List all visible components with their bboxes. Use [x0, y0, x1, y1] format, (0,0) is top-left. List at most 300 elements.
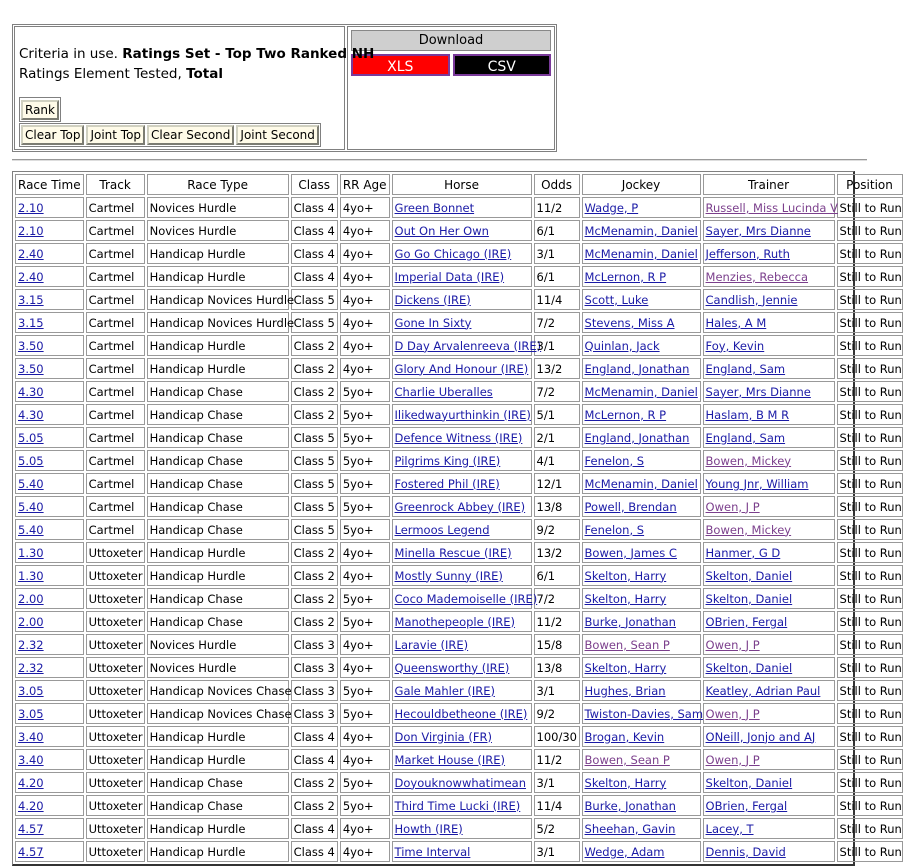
- cell-trainer: [703, 381, 835, 402]
- cell-rr-age: 4yo+: [340, 197, 390, 218]
- trainer-link[interactable]: Sayer, Mrs Dianne: [705, 384, 811, 399]
- cell-position: Still to Run: [837, 519, 903, 540]
- cell-rr-age: 5yo+: [340, 473, 390, 494]
- jockey-link[interactable]: Burke, Jonathan: [584, 614, 676, 629]
- cell-odds: 3/1: [534, 243, 580, 264]
- cell-track: Cartmel: [86, 266, 145, 287]
- trainer-link[interactable]: Candlish, Jennie: [705, 292, 798, 307]
- race-time-link[interactable]: 3.15: [18, 315, 44, 330]
- cell-horse: [392, 243, 532, 264]
- horse-link[interactable]: Don Virginia (FR): [394, 729, 492, 744]
- race-time-link[interactable]: 4.30: [18, 384, 44, 399]
- cell-track: Cartmel: [86, 220, 145, 241]
- table-row: [15, 772, 903, 793]
- joint-second-button[interactable]: Joint Second: [236, 125, 319, 145]
- horse-link[interactable]: Mostly Sunny (IRE): [394, 568, 503, 583]
- table-row: [15, 220, 903, 241]
- header-horse: Horse: [392, 174, 532, 195]
- cell-track: Uttoxeter: [86, 772, 145, 793]
- cell-race-time: [15, 611, 84, 632]
- cell-trainer: [703, 611, 835, 632]
- table-row: [15, 427, 903, 448]
- cell-class: Class 2: [291, 588, 338, 609]
- cell-class: Class 3: [291, 680, 338, 701]
- cell-track: Uttoxeter: [86, 795, 145, 816]
- cell-trainer: [703, 588, 835, 609]
- race-time-link[interactable]: 3.05: [18, 706, 44, 721]
- table-row: [15, 496, 903, 517]
- jockey-link[interactable]: Sheehan, Gavin: [584, 821, 676, 836]
- jockey-link[interactable]: McMenamin, Daniel: [584, 223, 698, 238]
- horse-link[interactable]: Fostered Phil (IRE): [394, 476, 500, 491]
- cell-position: Still to Run: [837, 726, 903, 747]
- jockey-link[interactable]: England, Jonathan: [584, 361, 690, 376]
- jockey-link[interactable]: Bowen, Sean P: [584, 752, 670, 767]
- horse-link[interactable]: Go Go Chicago (IRE): [394, 246, 512, 261]
- cell-trainer: [703, 565, 835, 586]
- cell-race-type: Handicap Hurdle: [147, 243, 289, 264]
- jockey-link[interactable]: Scott, Luke: [584, 292, 649, 307]
- race-time-link[interactable]: 4.57: [18, 821, 44, 836]
- trainer-link[interactable]: Owen, J P: [705, 752, 760, 767]
- cell-jockey: [582, 795, 701, 816]
- cell-rr-age: 5yo+: [340, 772, 390, 793]
- cell-jockey: [582, 473, 701, 494]
- horse-link[interactable]: Hecouldbetheone (IRE): [394, 706, 528, 721]
- race-time-link[interactable]: 5.40: [18, 522, 44, 537]
- horse-link[interactable]: Time Interval: [394, 844, 471, 859]
- horse-link[interactable]: Laravie (IRE): [394, 637, 469, 652]
- header-rr-age: RR Age: [340, 174, 390, 195]
- joint-top-button[interactable]: Joint Top: [86, 125, 145, 145]
- race-time-link[interactable]: 2.10: [18, 223, 44, 238]
- jockey-link[interactable]: Twiston-Davies, Sam: [584, 706, 704, 721]
- header-race-type: Race Type: [147, 174, 289, 195]
- cell-track: Uttoxeter: [86, 634, 145, 655]
- cell-class: Class 4: [291, 197, 338, 218]
- header-trainer: Trainer: [703, 174, 835, 195]
- cell-rr-age: 4yo+: [340, 634, 390, 655]
- race-time-link[interactable]: 4.20: [18, 775, 44, 790]
- cell-rr-age: 4yo+: [340, 335, 390, 356]
- jockey-link[interactable]: Bowen, Sean P: [584, 637, 670, 652]
- race-time-link[interactable]: 2.10: [18, 200, 44, 215]
- race-time-link[interactable]: 3.15: [18, 292, 44, 307]
- clear-second-button[interactable]: Clear Second: [147, 125, 234, 145]
- cell-position: Still to Run: [837, 496, 903, 517]
- cell-jockey: [582, 427, 701, 448]
- cell-position: Still to Run: [837, 381, 903, 402]
- table-row: [15, 841, 903, 862]
- csv-download-button[interactable]: CSV: [453, 54, 552, 76]
- jockey-link[interactable]: Wadge, P: [584, 200, 639, 215]
- cell-race-type: Handicap Novices Chase: [147, 680, 289, 701]
- horse-link[interactable]: Market House (IRE): [394, 752, 506, 767]
- table-row: [15, 542, 903, 563]
- cell-jockey: [582, 289, 701, 310]
- cell-rr-age: 5yo+: [340, 404, 390, 425]
- cell-horse: [392, 404, 532, 425]
- trainer-link[interactable]: Hanmer, G D: [705, 545, 781, 560]
- cell-position: Still to Run: [837, 243, 903, 264]
- table-row: [15, 611, 903, 632]
- horse-link[interactable]: Green Bonnet: [394, 200, 475, 215]
- cell-horse: [392, 496, 532, 517]
- horse-link[interactable]: Manothepeople (IRE): [394, 614, 515, 629]
- horse-link[interactable]: Queensworthy (IRE): [394, 660, 510, 675]
- criteria-box: [14, 26, 375, 150]
- cell-trainer: [703, 312, 835, 333]
- cell-position: Still to Run: [837, 588, 903, 609]
- cell-trainer: [703, 266, 835, 287]
- cell-odds: 13/8: [534, 657, 580, 678]
- header-position: Position: [837, 174, 903, 195]
- cell-rr-age: 5yo+: [340, 381, 390, 402]
- cell-track: Uttoxeter: [86, 680, 145, 701]
- cell-position: Still to Run: [837, 795, 903, 816]
- race-time-link[interactable]: 4.20: [18, 798, 44, 813]
- cell-jockey: [582, 680, 701, 701]
- cell-horse: [392, 657, 532, 678]
- cell-race-time: [15, 197, 84, 218]
- cell-trainer: [703, 726, 835, 747]
- cell-class: Class 3: [291, 703, 338, 724]
- cell-jockey: [582, 726, 701, 747]
- jockey-link[interactable]: Skelton, Harry: [584, 660, 667, 675]
- cell-jockey: [582, 703, 704, 724]
- cell-race-type: Handicap Chase: [147, 404, 289, 425]
- race-time-link[interactable]: 2.00: [18, 591, 44, 606]
- cell-odds: 3/1: [534, 841, 580, 862]
- cell-race-time: [15, 473, 84, 494]
- cell-class: Class 4: [291, 749, 338, 770]
- horse-link[interactable]: Howth (IRE): [394, 821, 463, 836]
- cell-track: Uttoxeter: [86, 749, 145, 770]
- cell-odds: 6/1: [534, 565, 580, 586]
- jockey-link[interactable]: Bowen, James C: [584, 545, 677, 560]
- horse-link[interactable]: D Day Arvalenreeva (IRE): [394, 338, 542, 353]
- cell-position: Still to Run: [837, 680, 903, 701]
- cell-race-time: [15, 496, 84, 517]
- race-time-link[interactable]: 3.40: [18, 729, 44, 744]
- cell-odds: 2/1: [534, 427, 580, 448]
- horse-link[interactable]: Pilgrims King (IRE): [394, 453, 501, 468]
- trainer-link[interactable]: Lacey, T: [705, 821, 754, 836]
- cell-position: Still to Run: [837, 335, 903, 356]
- table-row: [15, 565, 903, 586]
- cell-track: Cartmel: [86, 358, 145, 379]
- jockey-link[interactable]: Brogan, Kevin: [584, 729, 665, 744]
- trainer-link[interactable]: Skelton, Daniel: [705, 591, 793, 606]
- cell-odds: 11/2: [534, 749, 580, 770]
- cell-position: Still to Run: [837, 749, 903, 770]
- header-class: Class: [291, 174, 338, 195]
- jockey-link[interactable]: McMenamin, Daniel: [584, 384, 698, 399]
- cell-track: Cartmel: [86, 473, 145, 494]
- race-time-link[interactable]: 2.40: [18, 269, 44, 284]
- jockey-link[interactable]: Skelton, Harry: [584, 775, 667, 790]
- jockey-link[interactable]: McMenamin, Daniel: [584, 246, 698, 261]
- cell-class: Class 2: [291, 335, 338, 356]
- cell-trainer: [703, 473, 835, 494]
- table-row: [15, 749, 903, 770]
- cell-horse: [392, 220, 532, 241]
- race-time-link[interactable]: 3.05: [18, 683, 44, 698]
- cell-race-type: Handicap Novices Hurdle: [147, 289, 289, 310]
- download-label: Download: [351, 30, 551, 51]
- cell-track: Uttoxeter: [86, 565, 145, 586]
- jockey-link[interactable]: Quinlan, Jack: [584, 338, 660, 353]
- cell-race-time: [15, 335, 84, 356]
- trainer-link[interactable]: England, Sam: [705, 361, 786, 376]
- horse-link[interactable]: Ilikedwayurthinkin (IRE): [394, 407, 531, 422]
- trainer-link[interactable]: Bowen, Mickey: [705, 522, 792, 537]
- race-time-link[interactable]: 2.32: [18, 660, 44, 675]
- horse-link[interactable]: Gone In Sixty: [394, 315, 472, 330]
- cell-race-type: Novices Hurdle: [147, 197, 289, 218]
- cell-odds: 6/1: [534, 220, 580, 241]
- race-time-link[interactable]: 5.40: [18, 476, 44, 491]
- cell-horse: [392, 358, 532, 379]
- cell-position: Still to Run: [837, 450, 903, 471]
- cell-trainer: [703, 703, 835, 724]
- cell-trainer: [703, 680, 835, 701]
- cell-rr-age: 5yo+: [340, 703, 390, 724]
- cell-race-type: Handicap Chase: [147, 496, 289, 517]
- cell-rr-age: 4yo+: [340, 657, 390, 678]
- rank-group: [19, 97, 61, 122]
- race-time-link[interactable]: 2.00: [18, 614, 44, 629]
- trainer-link[interactable]: Skelton, Daniel: [705, 775, 793, 790]
- cell-race-type: Handicap Chase: [147, 473, 289, 494]
- table-row: [15, 634, 903, 655]
- cell-horse: [392, 519, 532, 540]
- cell-class: Class 4: [291, 243, 338, 264]
- trainer-link[interactable]: Owen, J P: [705, 706, 760, 721]
- cell-jockey: [582, 841, 701, 862]
- cell-race-time: [15, 542, 84, 563]
- trainer-link[interactable]: Russell, Miss Lucinda V: [705, 200, 838, 215]
- cell-race-time: [15, 427, 84, 448]
- trainer-link[interactable]: England, Sam: [705, 430, 786, 445]
- race-time-link[interactable]: 4.57: [18, 844, 44, 859]
- jockey-link[interactable]: Fenelon, S: [584, 453, 645, 468]
- cell-rr-age: 5yo+: [340, 680, 390, 701]
- horse-link[interactable]: Dickens (IRE): [394, 292, 471, 307]
- horse-link[interactable]: Gale Mahler (IRE): [394, 683, 495, 698]
- race-time-link[interactable]: 3.50: [18, 338, 44, 353]
- cell-odds: 11/2: [534, 197, 580, 218]
- horse-link[interactable]: Out On Her Own: [394, 223, 489, 238]
- race-time-link[interactable]: 1.30: [18, 545, 44, 560]
- cell-race-time: [15, 680, 84, 701]
- cell-horse: [392, 450, 532, 471]
- cell-position: Still to Run: [837, 220, 903, 241]
- trainer-link[interactable]: Jefferson, Ruth: [705, 246, 790, 261]
- race-time-link[interactable]: 3.50: [18, 361, 44, 376]
- cell-jockey: [582, 266, 701, 287]
- cell-class: Class 5: [291, 519, 338, 540]
- jockey-link[interactable]: Powell, Brendan: [584, 499, 677, 514]
- trainer-link[interactable]: ONeill, Jonjo and AJ: [705, 729, 816, 744]
- trainer-link[interactable]: Foy, Kevin: [705, 338, 765, 353]
- horse-link[interactable]: Glory And Honour (IRE): [394, 361, 529, 376]
- cell-jockey: [582, 312, 701, 333]
- cell-class: Class 2: [291, 772, 338, 793]
- cell-jockey: [582, 197, 701, 218]
- race-time-link[interactable]: 5.05: [18, 430, 44, 445]
- cell-jockey: [582, 450, 701, 471]
- clear-top-button[interactable]: Clear Top: [21, 125, 84, 145]
- cell-class: Class 5: [291, 473, 338, 494]
- trainer-link[interactable]: OBrien, Fergal: [705, 614, 788, 629]
- table-row: [15, 243, 903, 264]
- cell-class: Class 4: [291, 818, 338, 839]
- horse-link[interactable]: Third Time Lucki (IRE): [394, 798, 521, 813]
- cell-rr-age: 4yo+: [340, 220, 390, 241]
- cell-race-time: [15, 312, 84, 333]
- download-box: [347, 26, 555, 150]
- cell-jockey: [582, 772, 701, 793]
- race-time-link[interactable]: 4.30: [18, 407, 44, 422]
- table-row: [15, 197, 903, 218]
- xls-download-button[interactable]: XLS: [351, 54, 450, 76]
- cell-race-type: Handicap Novices Chase: [147, 703, 289, 724]
- cell-race-time: [15, 772, 84, 793]
- jockey-link[interactable]: Skelton, Harry: [584, 591, 667, 606]
- cell-position: Still to Run: [837, 841, 903, 862]
- horse-link[interactable]: Greenrock Abbey (IRE): [394, 499, 526, 514]
- cell-horse: [392, 335, 542, 356]
- cell-odds: 4/1: [534, 450, 580, 471]
- cell-rr-age: 5yo+: [340, 496, 390, 517]
- cell-track: Cartmel: [86, 312, 145, 333]
- jockey-link[interactable]: McMenamin, Daniel: [584, 476, 698, 491]
- cell-class: Class 2: [291, 381, 338, 402]
- horse-link[interactable]: Doyouknowwhatimean: [394, 775, 527, 790]
- cell-track: Cartmel: [86, 519, 145, 540]
- cell-jockey: [582, 634, 701, 655]
- cell-class: Class 5: [291, 496, 338, 517]
- cell-position: Still to Run: [837, 565, 903, 586]
- trainer-link[interactable]: OBrien, Fergal: [705, 798, 788, 813]
- cell-position: Still to Run: [837, 427, 903, 448]
- trainer-link[interactable]: Dennis, David: [705, 844, 786, 859]
- cell-trainer: [703, 841, 835, 862]
- horse-link[interactable]: Defence Witness (IRE): [394, 430, 523, 445]
- trainer-link[interactable]: Hales, A M: [705, 315, 767, 330]
- results-table: [13, 172, 905, 864]
- cell-odds: 100/30: [534, 726, 580, 747]
- jockey-link[interactable]: England, Jonathan: [584, 430, 690, 445]
- jockey-link[interactable]: Stevens, Miss A: [584, 315, 675, 330]
- cell-track: Uttoxeter: [86, 818, 145, 839]
- race-time-link[interactable]: 2.40: [18, 246, 44, 261]
- trainer-link[interactable]: Bowen, Mickey: [705, 453, 792, 468]
- cell-position: Still to Run: [837, 289, 903, 310]
- horse-link[interactable]: Imperial Data (IRE): [394, 269, 505, 284]
- cell-odds: 3/1: [534, 772, 580, 793]
- race-time-link[interactable]: 5.05: [18, 453, 44, 468]
- cell-horse: [392, 703, 532, 724]
- cell-race-time: [15, 243, 84, 264]
- trainer-link[interactable]: Sayer, Mrs Dianne: [705, 223, 811, 238]
- cell-odds: 11/4: [534, 795, 580, 816]
- jockey-link[interactable]: Skelton, Harry: [584, 568, 667, 583]
- criteria-prefix: Criteria in use.: [19, 46, 123, 62]
- cell-race-type: Handicap Novices Hurdle: [147, 312, 289, 333]
- cell-odds: 9/2: [534, 703, 580, 724]
- jockey-link[interactable]: Fenelon, S: [584, 522, 645, 537]
- race-time-link[interactable]: 2.32: [18, 637, 44, 652]
- trainer-link[interactable]: Skelton, Daniel: [705, 660, 793, 675]
- cell-class: Class 2: [291, 611, 338, 632]
- cell-odds: 11/4: [534, 289, 580, 310]
- cell-trainer: [703, 496, 835, 517]
- table-row: [15, 381, 903, 402]
- horse-link[interactable]: Minella Rescue (IRE): [394, 545, 512, 560]
- cell-jockey: [582, 358, 701, 379]
- cell-position: Still to Run: [837, 358, 903, 379]
- cell-race-time: [15, 358, 84, 379]
- horse-link[interactable]: Charlie Uberalles: [394, 384, 493, 399]
- cell-rr-age: 4yo+: [340, 726, 390, 747]
- horse-link[interactable]: Coco Mademoiselle (IRE): [394, 591, 538, 606]
- cell-horse: [392, 634, 532, 655]
- race-time-link[interactable]: 3.40: [18, 752, 44, 767]
- jockey-link[interactable]: Burke, Jonathan: [584, 798, 676, 813]
- cell-race-type: Handicap Chase: [147, 450, 289, 471]
- table-row: [15, 657, 903, 678]
- cell-track: Uttoxeter: [86, 611, 145, 632]
- trainer-link[interactable]: Young Jnr, William: [705, 476, 809, 491]
- cell-horse: [392, 565, 532, 586]
- horse-link[interactable]: Lermoos Legend: [394, 522, 490, 537]
- cell-race-type: Novices Hurdle: [147, 657, 289, 678]
- header-jockey: Jockey: [582, 174, 701, 195]
- cell-class: Class 2: [291, 565, 338, 586]
- cell-race-type: Novices Hurdle: [147, 634, 289, 655]
- race-time-link[interactable]: 1.30: [18, 568, 44, 583]
- cell-rr-age: 4yo+: [340, 749, 390, 770]
- element-prefix: Ratings Element Tested,: [19, 66, 187, 82]
- jockey-link[interactable]: McLernon, R P: [584, 407, 667, 422]
- cell-horse: [392, 312, 532, 333]
- jockey-link[interactable]: Hughes, Brian: [584, 683, 666, 698]
- table-row: [15, 358, 903, 379]
- cell-rr-age: 5yo+: [340, 450, 390, 471]
- cell-horse: [392, 795, 532, 816]
- jockey-link[interactable]: McLernon, R P: [584, 269, 667, 284]
- cell-track: Cartmel: [86, 496, 145, 517]
- cell-jockey: [582, 335, 701, 356]
- trainer-link[interactable]: Keatley, Adrian Paul: [705, 683, 821, 698]
- trainer-link[interactable]: Haslam, B M R: [705, 407, 790, 422]
- trainer-link[interactable]: Skelton, Daniel: [705, 568, 793, 583]
- cell-race-type: Handicap Hurdle: [147, 358, 289, 379]
- cell-class: Class 3: [291, 657, 338, 678]
- rank-button[interactable]: Rank: [21, 100, 59, 120]
- trainer-link[interactable]: Owen, J P: [705, 637, 760, 652]
- trainer-link[interactable]: Owen, J P: [705, 499, 760, 514]
- cell-trainer: [703, 542, 835, 563]
- cell-odds: 7/2: [534, 381, 580, 402]
- trainer-link[interactable]: Menzies, Rebecca: [705, 269, 809, 284]
- filter-button-group: [19, 123, 321, 147]
- jockey-link[interactable]: Wedge, Adam: [584, 844, 665, 859]
- cell-race-time: [15, 749, 84, 770]
- race-time-link[interactable]: 5.40: [18, 499, 44, 514]
